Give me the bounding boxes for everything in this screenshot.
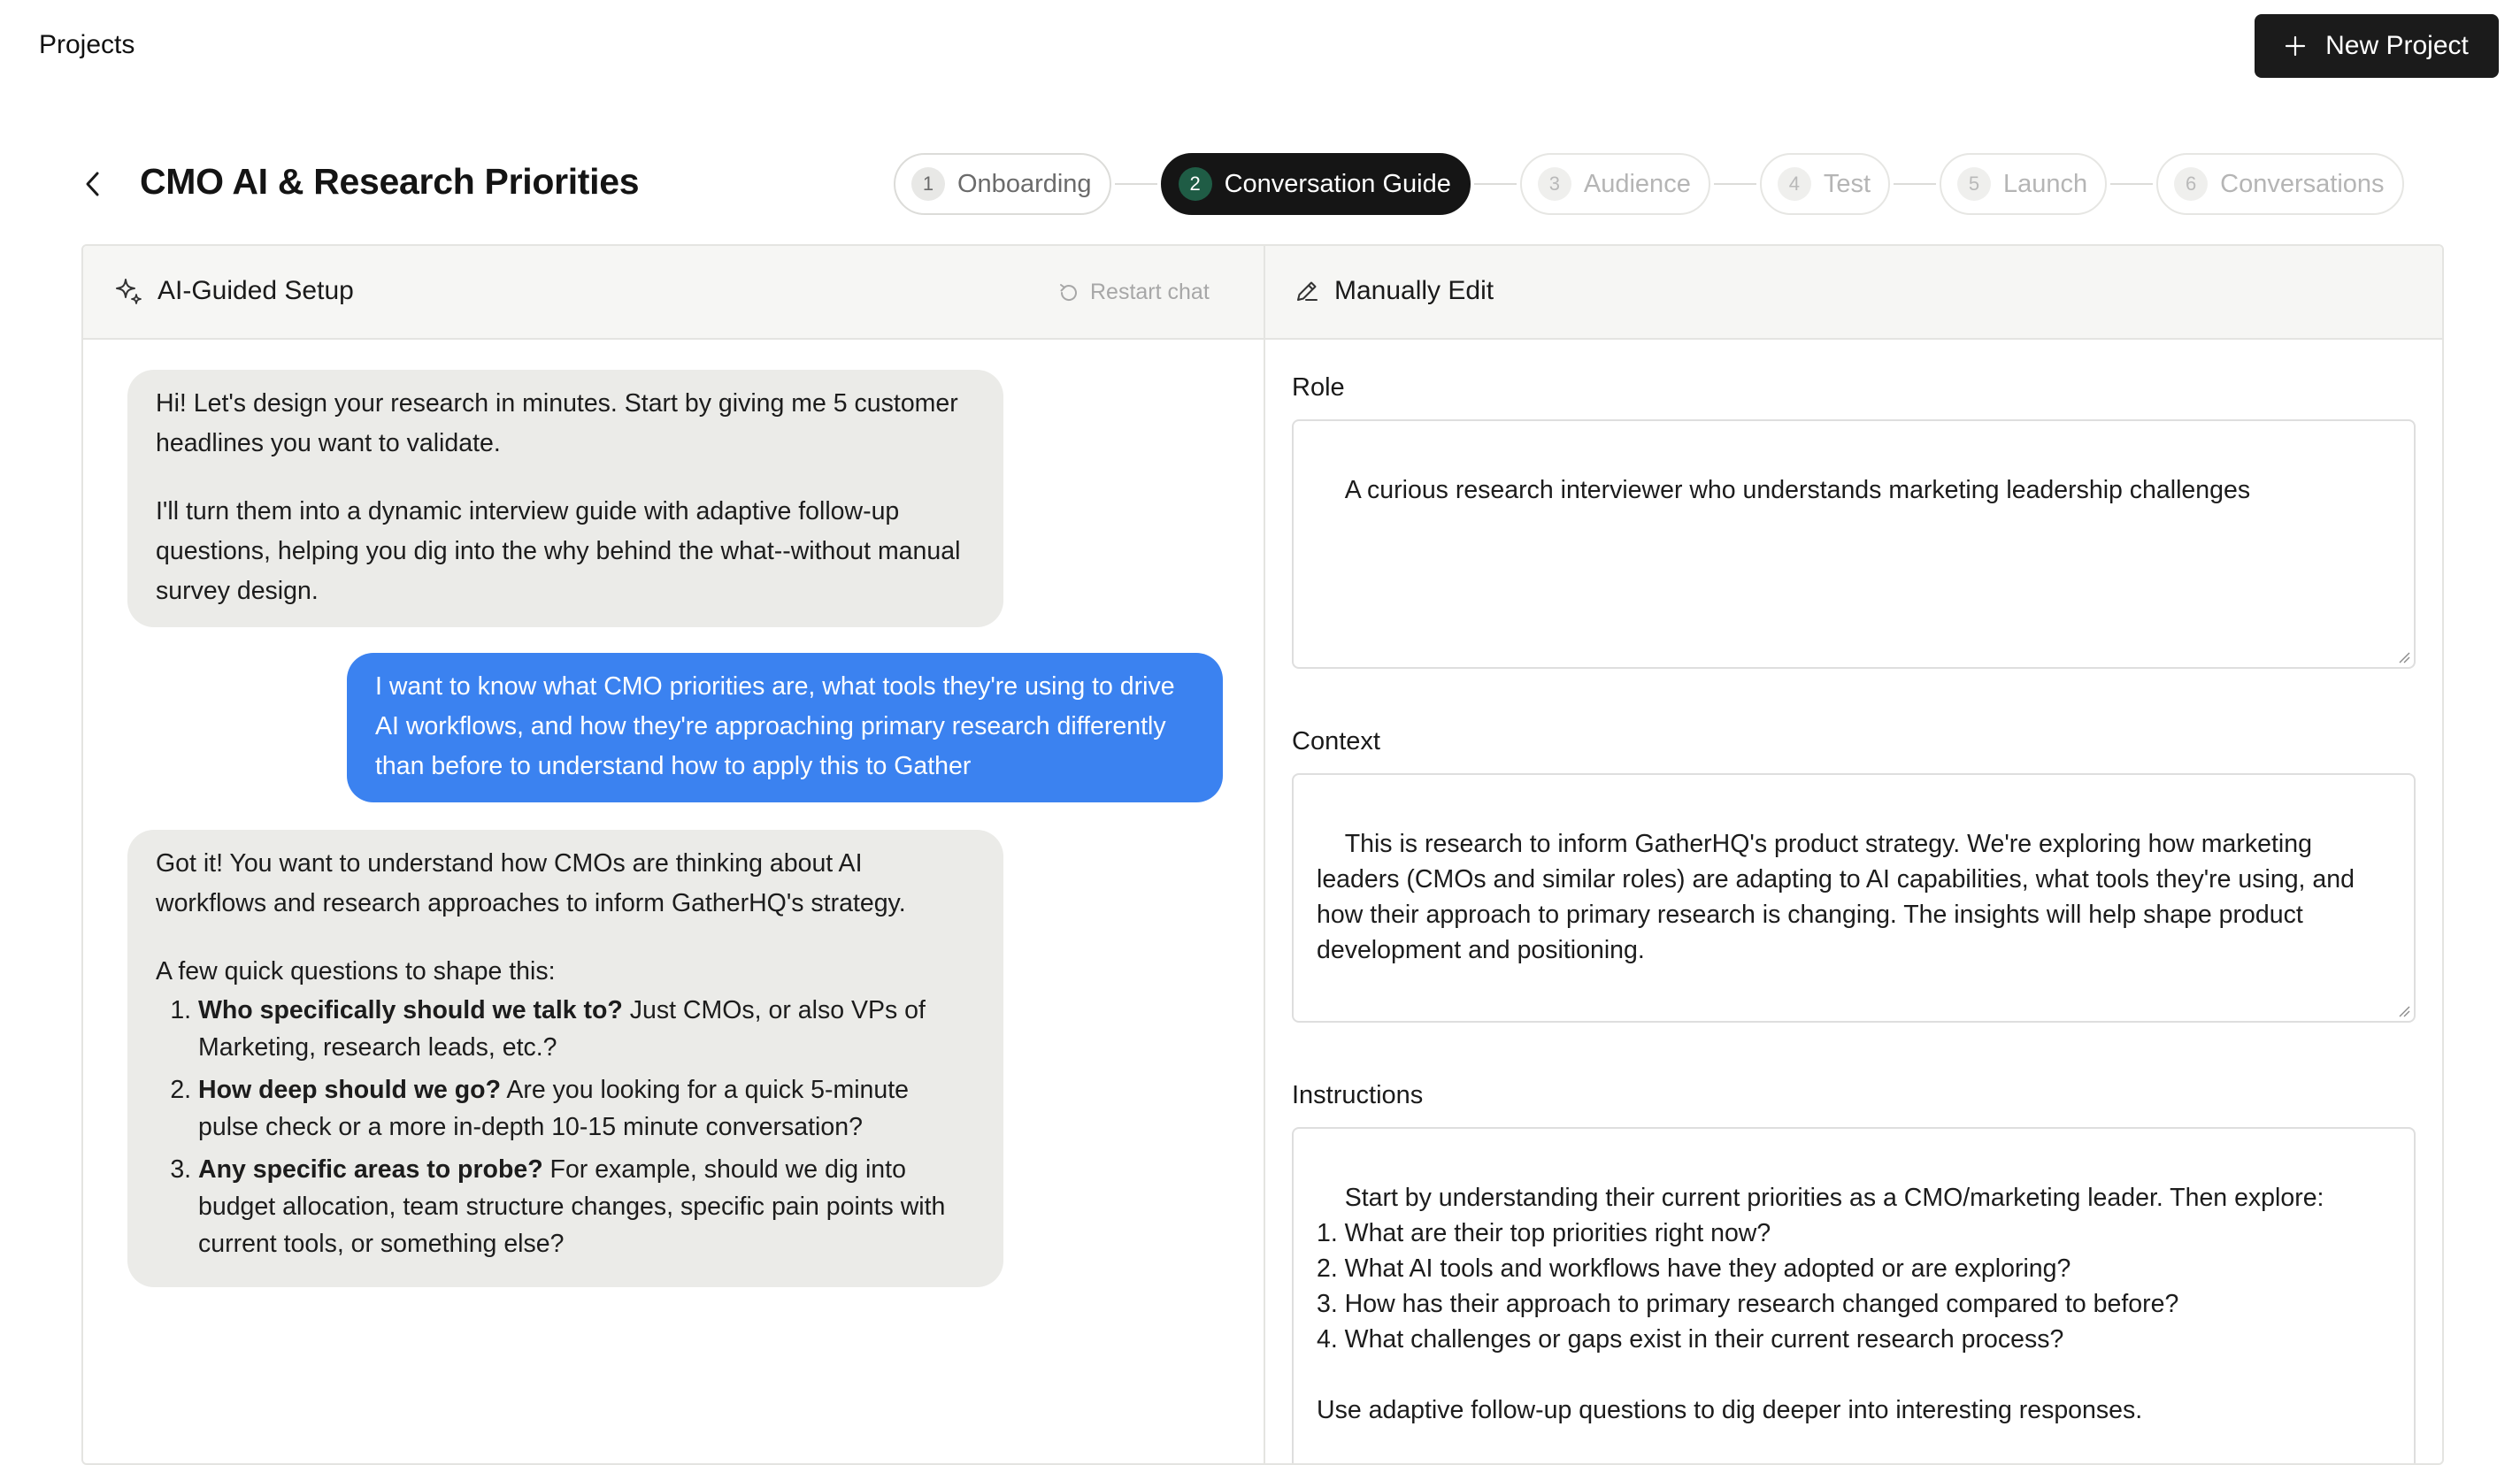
panel-title: Manually Edit [1334, 276, 1494, 305]
panel-title: AI-Guided Setup [158, 276, 354, 305]
role-textarea[interactable] [1292, 419, 2416, 669]
question-text: For example, should we dig into budget allocation, team structure changes, specific pain points with current tools, or something else? [198, 1155, 946, 1258]
progress-stepper [894, 152, 2404, 216]
restart-chat-label: Restart chat [1090, 280, 1210, 304]
step-connector [1714, 183, 1756, 185]
step-label: Test [1823, 169, 1871, 198]
step-label: Onboarding [957, 169, 1092, 198]
step-number: 1 [911, 167, 945, 201]
restart-chat-button[interactable] [1058, 280, 1210, 305]
step-number: 2 [1179, 167, 1212, 201]
question-text: Are you looking for a quick 5-minute pulse check or a more in-depth 10-15 minute conversation? [198, 1076, 909, 1141]
instructions-label: Instructions [1292, 1081, 1424, 1109]
role-label: Role [1292, 373, 1345, 402]
plus-icon [2285, 35, 2306, 57]
step-connector [1894, 183, 1936, 185]
message-text: A few quick questions to shape this: [156, 957, 556, 986]
question-list [156, 992, 975, 1262]
user-message [347, 653, 1223, 802]
refresh-icon [1058, 282, 1079, 303]
context-label: Context [1292, 727, 1380, 756]
step-launch[interactable] [1940, 153, 2107, 215]
step-onboarding[interactable] [894, 153, 1111, 215]
step-conversation-guide[interactable] [1161, 153, 1471, 215]
step-test[interactable] [1760, 153, 1890, 215]
instructions-value: Start by understanding their current priorities as a CMO/marketing leader. Then explore: 1. What are their top priorities right now? 2. What AI tools and workflows have they adopted or are exploring? 3. How has their approach to primary research changed compared to before? 4. What challenges or gaps exist in their current research process? Use adaptive follow-up questions to dig deeper into interesting responses. [1317, 1184, 2324, 1424]
editor-card [81, 244, 2444, 1465]
step-number: 5 [1957, 167, 1991, 201]
step-label: Conversation Guide [1224, 169, 1451, 198]
assistant-message [127, 370, 1003, 627]
assistant-message [127, 830, 1003, 1287]
new-project-label: New Project [2325, 31, 2469, 60]
message-text: Got it! You want to understand how CMOs are thinking about AI workflows and research approaches to inform GatherHQ's strategy. [156, 849, 906, 917]
step-number: 3 [1538, 167, 1571, 201]
message-text: I want to know what CMO priorities are, what tools they're using to drive AI workflows, and how they're approaching primary research differently than before to understand how to apply this to Gather [375, 672, 1175, 780]
card-header [83, 246, 2442, 340]
question-text: Just CMOs, or also VPs of Marketing, research leads, etc.? [198, 996, 926, 1062]
back-button[interactable] [78, 166, 108, 202]
list-item [198, 1151, 975, 1262]
panel-divider [1264, 246, 1265, 1463]
resize-handle-icon[interactable] [2398, 1005, 2410, 1017]
manually-edit-header [1294, 276, 1494, 306]
step-label: Launch [2003, 169, 2088, 198]
message-text: I'll turn them into a dynamic interview guide with adaptive follow-up questions, helping you dig into the why behind the what--without manual survey design. [156, 497, 961, 605]
list-item [198, 1071, 975, 1146]
context-textarea[interactable] [1292, 773, 2416, 1023]
step-audience[interactable] [1520, 153, 1710, 215]
ai-guided-setup-header [113, 276, 354, 306]
step-conversations[interactable] [2156, 153, 2403, 215]
step-label: Audience [1583, 169, 1691, 198]
projects-link[interactable]: Projects [39, 30, 135, 59]
chevron-left-icon [84, 171, 102, 197]
sparkle-icon [113, 276, 143, 306]
step-connector [2110, 183, 2153, 185]
context-value: This is research to inform GatherHQ's product strategy. We're exploring how marketing leaders (CMOs and similar roles) are adapting to AI capabilities, what tools they're using, and how their approach to primary research is changing. The insights will help shape product development and positioning. [1317, 830, 2362, 964]
resize-handle-icon[interactable] [2398, 651, 2410, 663]
step-number: 6 [2174, 167, 2208, 201]
pencil-icon [1294, 278, 1320, 304]
step-number: 4 [1778, 167, 1811, 201]
question-bold: How deep should we go? [198, 1076, 501, 1104]
instructions-textarea[interactable] [1292, 1127, 2416, 1465]
message-text: Hi! Let's design your research in minutes. Start by giving me 5 customer headlines you want to validate. [156, 389, 958, 457]
page-title: CMO AI & Research Priorities [140, 161, 640, 202]
step-connector [1474, 183, 1517, 185]
new-project-button[interactable] [2255, 14, 2499, 78]
question-bold: Any specific areas to probe? [198, 1155, 543, 1184]
step-label: Conversations [2220, 169, 2385, 198]
list-item [198, 992, 975, 1066]
step-connector [1115, 183, 1157, 185]
role-value: A curious research interviewer who understands marketing leadership challenges [1344, 476, 2251, 504]
question-bold: Who specifically should we talk to? [198, 996, 623, 1024]
